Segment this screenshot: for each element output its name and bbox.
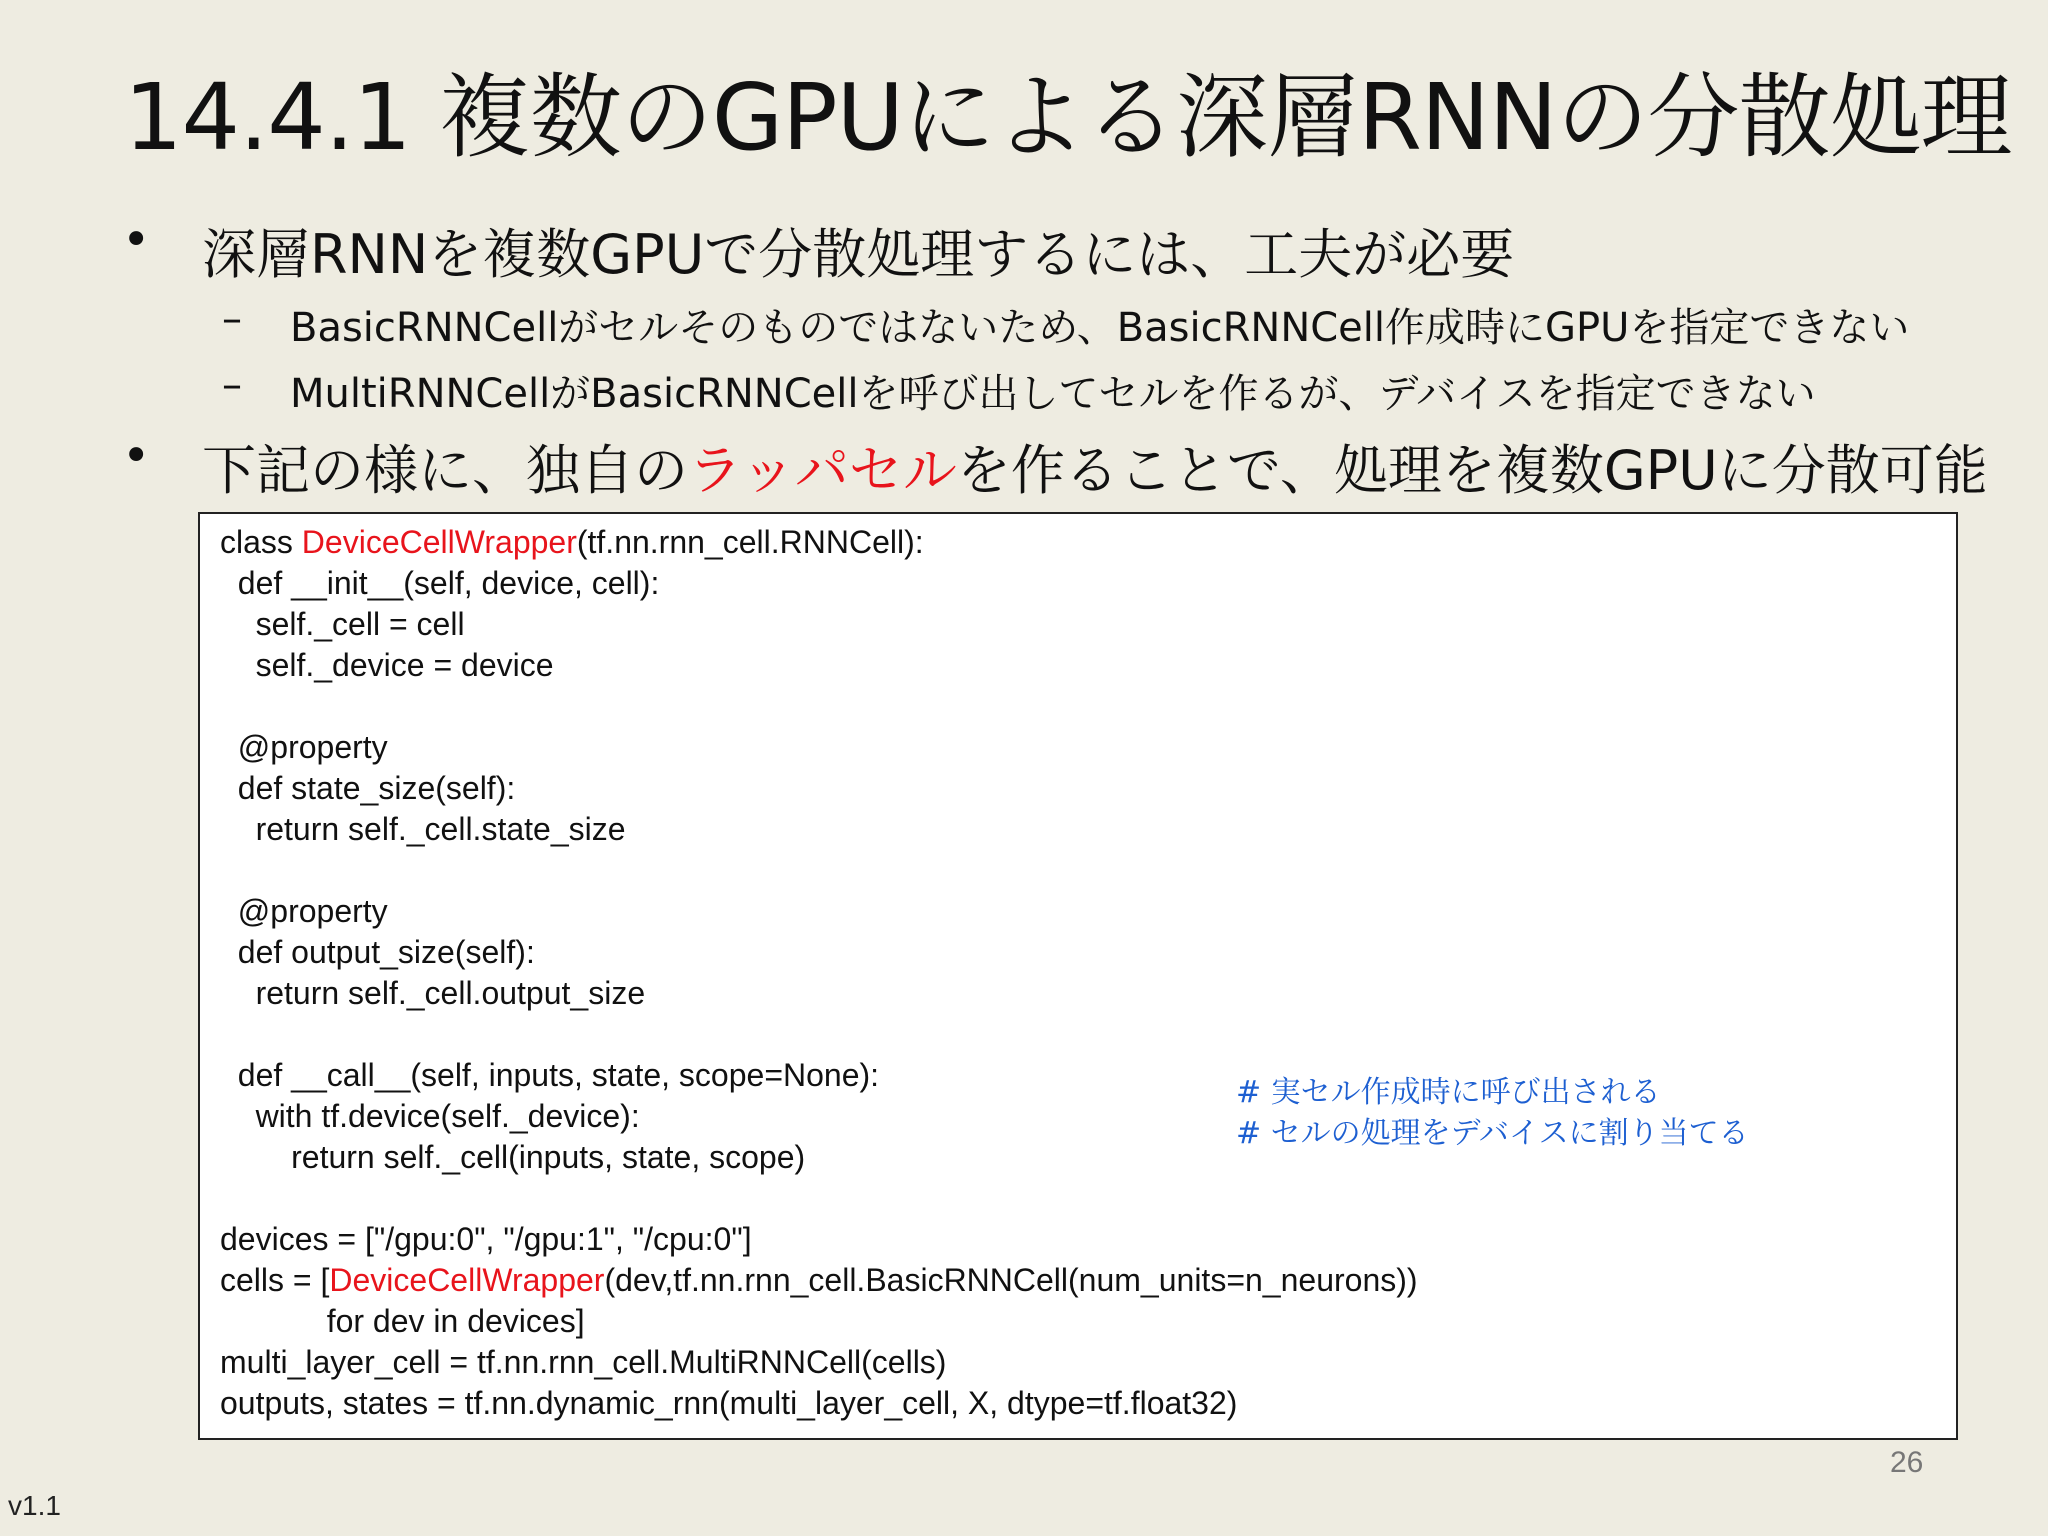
code-line [220,686,1418,727]
code-box [198,512,1958,1440]
code-text: for dev in devices] [220,1303,585,1339]
code-text: class [220,524,302,560]
code-line [220,1260,1418,1301]
code-line [220,1178,1418,1219]
code-line [220,973,1418,1014]
code-text: return self._cell.output_size [220,975,646,1011]
page-number: 26 [1890,1446,1924,1479]
code-line [220,563,1418,604]
code-text: (dev,tf.nn.rnn_cell.BasicRNNCell(num_units=n_neurons)) [604,1262,1418,1298]
bullet-dot: • [122,428,151,484]
sub-bullet-text: MultiRNNCellがBasicRNNCellを呼び出してセルを作るが、デバイスを指定できない [290,371,1816,417]
code-line [220,809,1418,850]
code-line [220,522,1418,563]
code-line [220,1219,1418,1260]
code-text: return self._cell.state_size [220,811,626,847]
code-text: def __init__(self, device, cell): [220,565,660,601]
bullet-text [202,428,1988,505]
version-label: v1.1 [8,1490,61,1521]
code-text: devices = ["/gpu:0", "/gpu:1", "/cpu:0"] [220,1221,752,1257]
bullet-dot: • [122,212,151,268]
bullet-text-before: 下記の様に、独自の [202,439,688,502]
code-text: self._device = device [220,647,554,683]
code-text: @property [220,729,388,765]
sub-bullet-dash: – [222,296,242,342]
wrapper-cell-highlight: ラッパセル [688,439,957,502]
code-text: (tf.nn.rnn_cell.RNNCell): [576,524,924,560]
code-text: outputs, states = tf.nn.dynamic_rnn(multi_layer_cell, X, dtype=tf.float32) [220,1385,1238,1421]
code-text: def output_size(self): [220,934,535,970]
code-text: def state_size(self): [220,770,516,806]
code-comment: # 実セル作成時に呼び出される [1236,1075,1661,1110]
slide-title: 14.4.1 複数のGPUによる深層RNNの分散処理 [124,64,2012,171]
code-text: self._cell = cell [220,606,465,642]
bullet-text: 深層RNNを複数GPUで分散処理するには、工夫が必要 [202,223,1515,286]
code-line [220,727,1418,768]
code-text: multi_layer_cell = tf.nn.rnn_cell.MultiRNNCell(cells) [220,1344,947,1380]
code-text: return self._cell(inputs, state, scope) [220,1139,806,1175]
code-text: cells = [ [220,1262,330,1298]
code-line [220,1301,1418,1342]
bullet-text-after: を作ることで、処理を複数GPUに分散可能 [956,439,1988,502]
code-comment: # セルの処理をデバイスに割り当てる [1236,1116,1749,1151]
code-listing [220,522,1418,1424]
code-line [220,768,1418,809]
code-line [220,850,1418,891]
code-line [220,1383,1418,1424]
code-line [220,645,1418,686]
sub-bullet-text: BasicRNNCellがセルそのものではないため、BasicRNNCell作成時にGPUを指定できない [290,305,1910,351]
sub-bullet-dash: – [222,362,242,408]
code-line [220,932,1418,973]
code-text: def __call__(self, inputs, state, scope=None): [220,1057,880,1093]
code-line [220,1014,1418,1055]
code-line [220,1342,1418,1383]
code-line [220,891,1418,932]
code-class-highlight: DeviceCellWrapper [301,524,577,560]
code-class-highlight: DeviceCellWrapper [329,1262,605,1298]
code-line [220,604,1418,645]
code-text: @property [220,893,388,929]
code-text: with tf.device(self._device): [220,1098,640,1134]
